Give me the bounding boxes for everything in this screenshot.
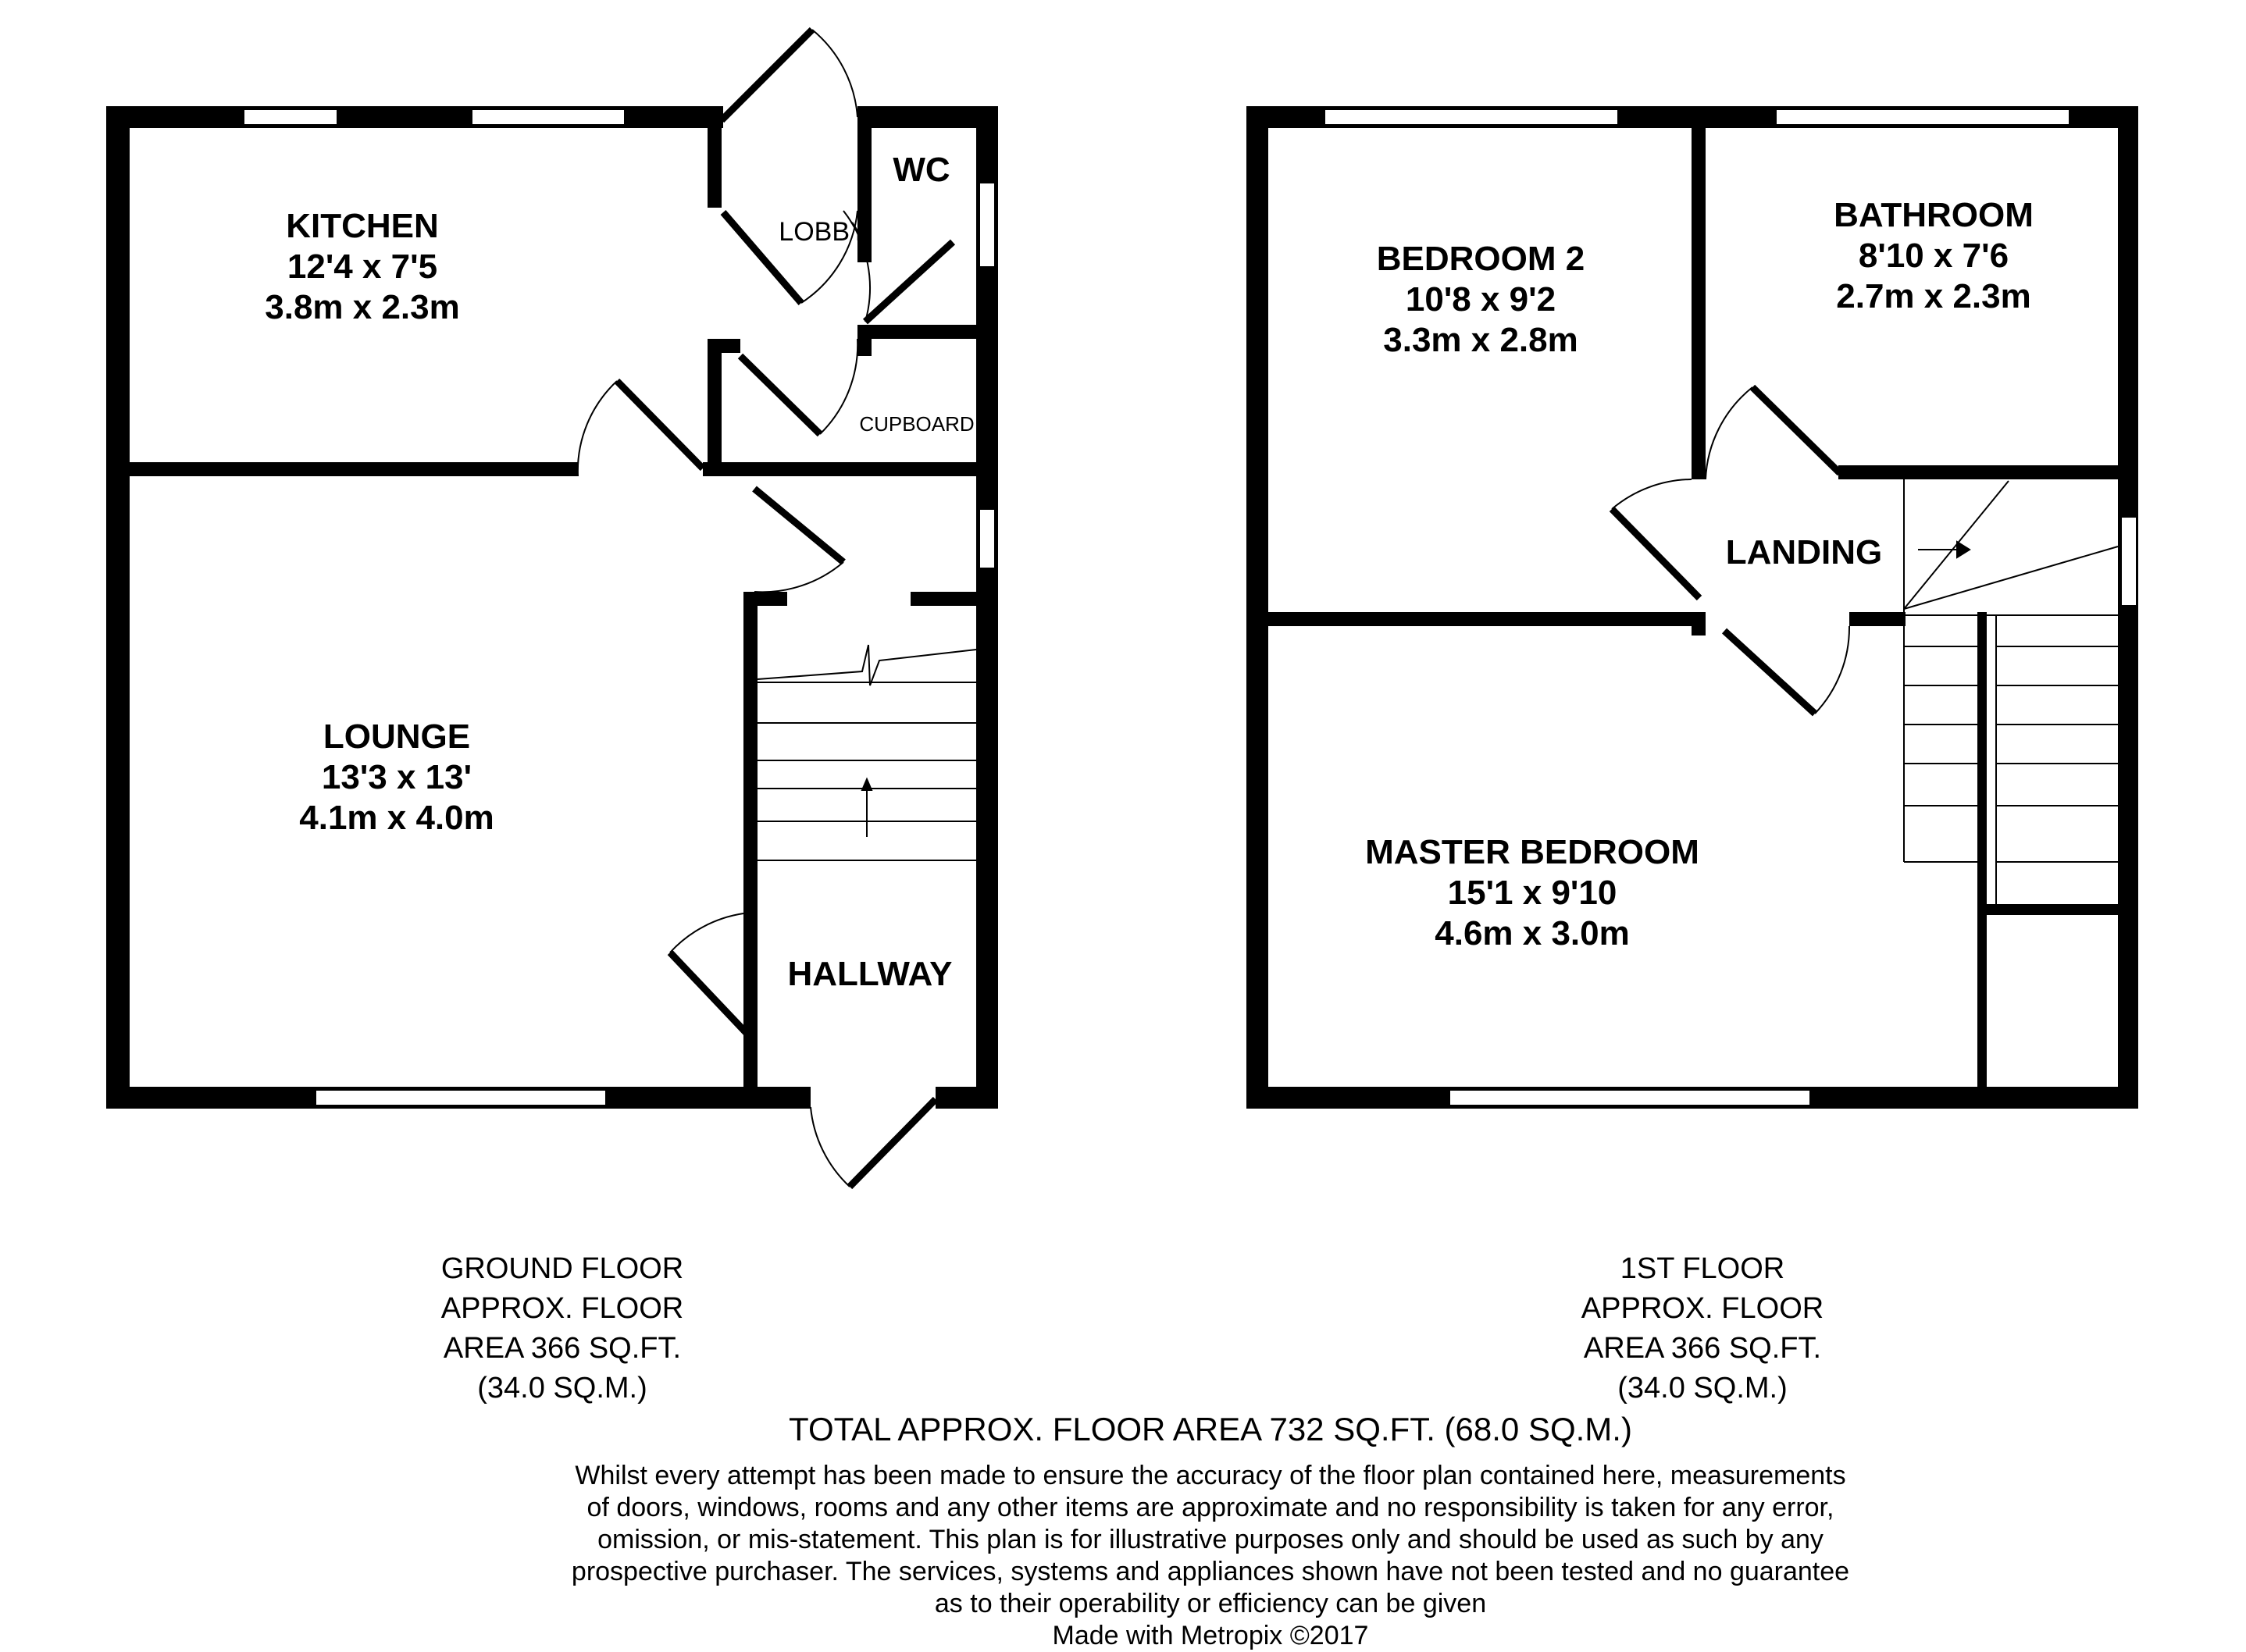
kitchen-window-2 (472, 109, 625, 125)
lounge-name: LOUNGE (323, 717, 471, 756)
first-caption-line1: 1ST FLOOR (1620, 1252, 1785, 1285)
kitchen-window-1 (244, 109, 337, 125)
kitchen-imperial: 12'4 x 7'5 (287, 247, 438, 286)
bedroom2-name: BEDROOM 2 (1376, 240, 1585, 278)
ground-caption-line2: APPROX. FLOOR (440, 1292, 684, 1325)
first-caption-line3: AREA 366 SQ.FT. (1583, 1332, 1822, 1365)
disclaimer-line4: prospective purchaser. The services, systems and appliances shown have not been tested and no guarantee (571, 1557, 1850, 1586)
first-caption-line4: (34.0 SQ.M.) (1617, 1372, 1788, 1405)
lounge-imperial: 13'3 x 13' (321, 758, 472, 796)
first-floor-caption (1507, 1249, 1898, 1408)
master-imperial: 15'1 x 9'10 (1447, 874, 1617, 912)
bathroom-metric: 2.7m x 2.3m (1836, 277, 2031, 315)
disclaimer-line1: Whilst every attempt has been made to ensure the accuracy of the floor plan contained here, measurements (575, 1461, 1846, 1490)
wc-window (979, 183, 995, 267)
landing-name: LANDING (1725, 533, 1883, 571)
cupboard-name: CUPBOARD (859, 412, 975, 436)
ground-floor-plan (106, 30, 998, 1187)
lobby-name: LOBBY (779, 217, 868, 247)
disclaimer-line5: as to their operability or efficiency can be given (934, 1589, 1487, 1618)
kitchen-metric: 3.8m x 2.3m (265, 288, 460, 326)
hallway-window (979, 509, 995, 568)
lounge-metric: 4.1m x 4.0m (299, 799, 494, 837)
first-floor-plan (1246, 106, 2138, 1109)
kitchen-name: KITCHEN (286, 207, 439, 245)
bathroom-name: BATHROOM (1834, 196, 2034, 234)
ground-caption-line1: GROUND FLOOR (440, 1252, 684, 1285)
bathroom-window (1776, 109, 2070, 125)
disclaimer-line2: of doors, windows, rooms and any other items are approximate and no responsibility is taken for any error, (586, 1493, 1834, 1522)
wc-name: WC (893, 151, 950, 189)
lounge-window (316, 1090, 606, 1105)
bathroom-imperial: 8'10 x 7'6 (1858, 237, 2009, 275)
landing-window (2121, 517, 2137, 606)
master-window (1449, 1090, 1810, 1105)
hallway-name: HALLWAY (787, 955, 953, 993)
total-area: TOTAL APPROX. FLOOR AREA 732 SQ.FT. (68.0 SQ.M.) (789, 1411, 1632, 1447)
disclaimer-line3: omission, or mis-statement. This plan is for illustrative purposes only and should be used as such by any (597, 1525, 1824, 1554)
bedroom2-imperial: 10'8 x 9'2 (1405, 280, 1556, 319)
first-caption-line2: APPROX. FLOOR (1581, 1292, 1824, 1325)
bedroom2-window (1324, 109, 1618, 125)
ground-caption-line4: (34.0 SQ.M.) (477, 1372, 647, 1405)
bedroom2-metric: 3.3m x 2.8m (1383, 321, 1578, 359)
made-with-credit: Made with Metropix ©2017 (1052, 1621, 1369, 1650)
ground-floor-caption (367, 1249, 758, 1408)
disclaimer (547, 1460, 1874, 1652)
master-metric: 4.6m x 3.0m (1435, 914, 1630, 952)
ground-caption-line3: AREA 366 SQ.FT. (443, 1332, 682, 1365)
master-name: MASTER BEDROOM (1365, 833, 1699, 871)
